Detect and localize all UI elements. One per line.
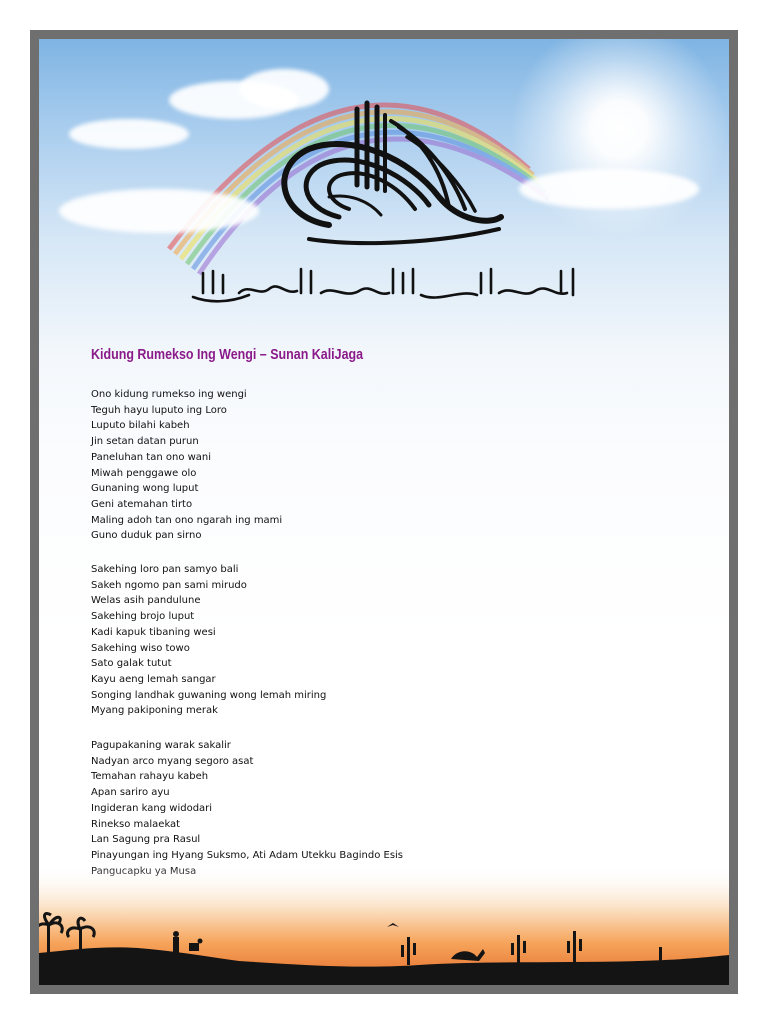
verse-line: Maling adoh tan ono ngarah ing mami [91,514,283,526]
verse-line: Pinayungan ing Hyang Suksmo, Ati Adam Utekku Bagindo Esis [91,849,404,861]
verse-line: Luputo bilahi kabeh [91,420,190,432]
stanza-2 [91,562,326,719]
verse-line: Sakehing wiso towo [91,642,190,654]
verse-line: Nadyan arco myang segoro asat [91,755,254,767]
verse-line: Miwah penggawe olo [91,467,197,479]
verse-line: Sakehing brojo luput [91,611,195,623]
verse-line: Lan Sagung pra Rasul [91,834,201,846]
basmala-calligraphy [269,97,509,247]
page-frame [30,30,738,994]
verse-line: Geni atemahan tirto [91,498,193,510]
stanza-3 [91,738,403,879]
verse-line: Paneluhan tan ono wani [91,451,212,463]
verse-line: Ono kidung rumekso ing wengi [91,389,247,400]
verse-line: Ingideran kang widodari [91,802,213,814]
verse-line: Temahan rahayu kabeh [91,771,209,783]
verse-line: Myang pakiponing merak [91,705,218,717]
verse-line: Kadi kapuk tibaning wesi [91,626,216,638]
verse-line: Sato galak tutut [91,658,172,670]
cloud [69,119,189,149]
document-title: Kidung Rumekso Ing Wengi – Sunan KaliJaga [91,347,364,363]
verse-line: Apan sariro ayu [91,787,170,799]
shahada-calligraphy [189,263,581,307]
verse-line: Pagupakaning warak sakalir [91,740,231,751]
cloud [519,169,699,209]
verse-line: Gunaning wong luput [91,483,199,495]
verse-line: Rinekso malaekat [91,818,181,830]
verse-line: Kayu aeng lemah sangar [91,673,216,685]
verse-line: Guno duduk pan sirno [91,530,202,542]
cloud [59,189,259,233]
verse-line: Teguh hayu luputo ing Loro [91,404,227,416]
verse-line: Songing landhak guwaning wong lemah miring [91,689,327,701]
verse-line: Welas asih pandulune [91,595,201,607]
verse-line: Sakehing loro pan samyo bali [91,564,239,575]
sunset-landscape [39,865,729,985]
stanza-1 [91,387,282,544]
verse-line: Jin setan datan purun [91,436,199,448]
verse-line: Sakeh ngomo pan sami mirudo [91,579,247,591]
document-page [39,39,729,985]
